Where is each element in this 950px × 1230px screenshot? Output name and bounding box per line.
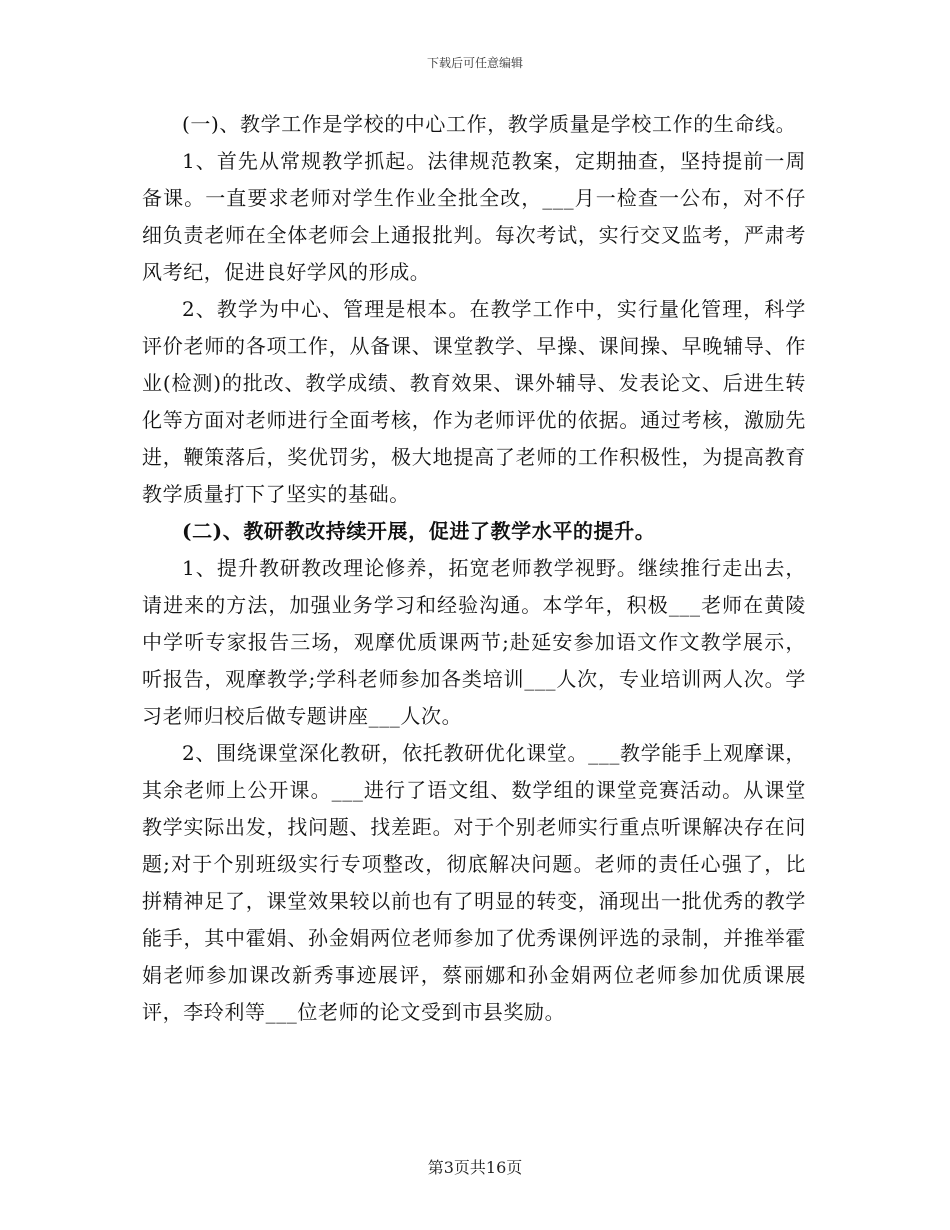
page-number: 第3页共16页 <box>427 1158 523 1177</box>
section-heading-1: (一)、教学工作是学校的中心工作，教学质量是学校工作的生命线。 <box>182 112 797 136</box>
paragraph-2-2: 2、围绕课堂深化教研，依托教研优化课堂。___教学能手上观摩课，其余老师上公开课。___进行了语文组、数学组的课堂竞赛活动。从课堂教学实际出发，找问题、找差距。对于个别老师实行重点听课解决存在问题;对于个别班级实行专项整改，彻底解决问题。老师的责任心强了，比拼精神足了，课堂效果较以前也有了明显的转变，涌现出一批优秀的教学能手，其中霍娟、孙金娟两位老师参加了优秀课例评选的录制，并推举霍娟老师参加课改新秀事迹展评，蔡丽娜和孙金娟两位老师参加优质课展评，李玲利等___位老师的论文受到市县奖励。 <box>142 741 806 1024</box>
document-body <box>142 106 806 1031</box>
paragraph-1-2: 2、教学为中心、管理是根本。在教学工作中，实行量化管理，科学评价老师的各项工作，从备课、课堂教学、早操、课间操、早晚辅导、作业(检测)的批改、教学成绩、教育效果、课外辅导、发表论文、后进生转化等方面对老师进行全面考核，作为老师评优的依据。通过考核，激励先进，鞭策落后，奖优罚劣，极大地提高了老师的工作积极性，为提高教育教学质量打下了坚实的基础。 <box>142 297 806 506</box>
section-heading-2: (二)、教研教改持续开展，促进了教学水平的提升。 <box>182 519 656 543</box>
paragraph-1-1: 1、首先从常规教学抓起。法律规范教案，定期抽查，坚持提前一周备课。一直要求老师对学生作业全批全改，___月一检查一公布，对不仔细负责老师在全体老师会上通报批判。每次考试，实行交叉监考，严肃考风考纪，促进良好学风的形成。 <box>142 149 806 284</box>
header-note: 下载后可任意编辑 <box>426 56 523 70</box>
paragraph-2-1: 1、提升教研教改理论修养，拓宽老师教学视野。继续推行走出去，请进来的方法，加强业务学习和经验沟通。本学年，积极___老师在黄陵中学听专家报告三场，观摩优质课两节;赴延安参加语文作文教学展示，听报告，观摩教学;学科老师参加各类培训___人次，专业培训两人次。学习老师归校后做专题讲座___人次。 <box>142 556 806 728</box>
